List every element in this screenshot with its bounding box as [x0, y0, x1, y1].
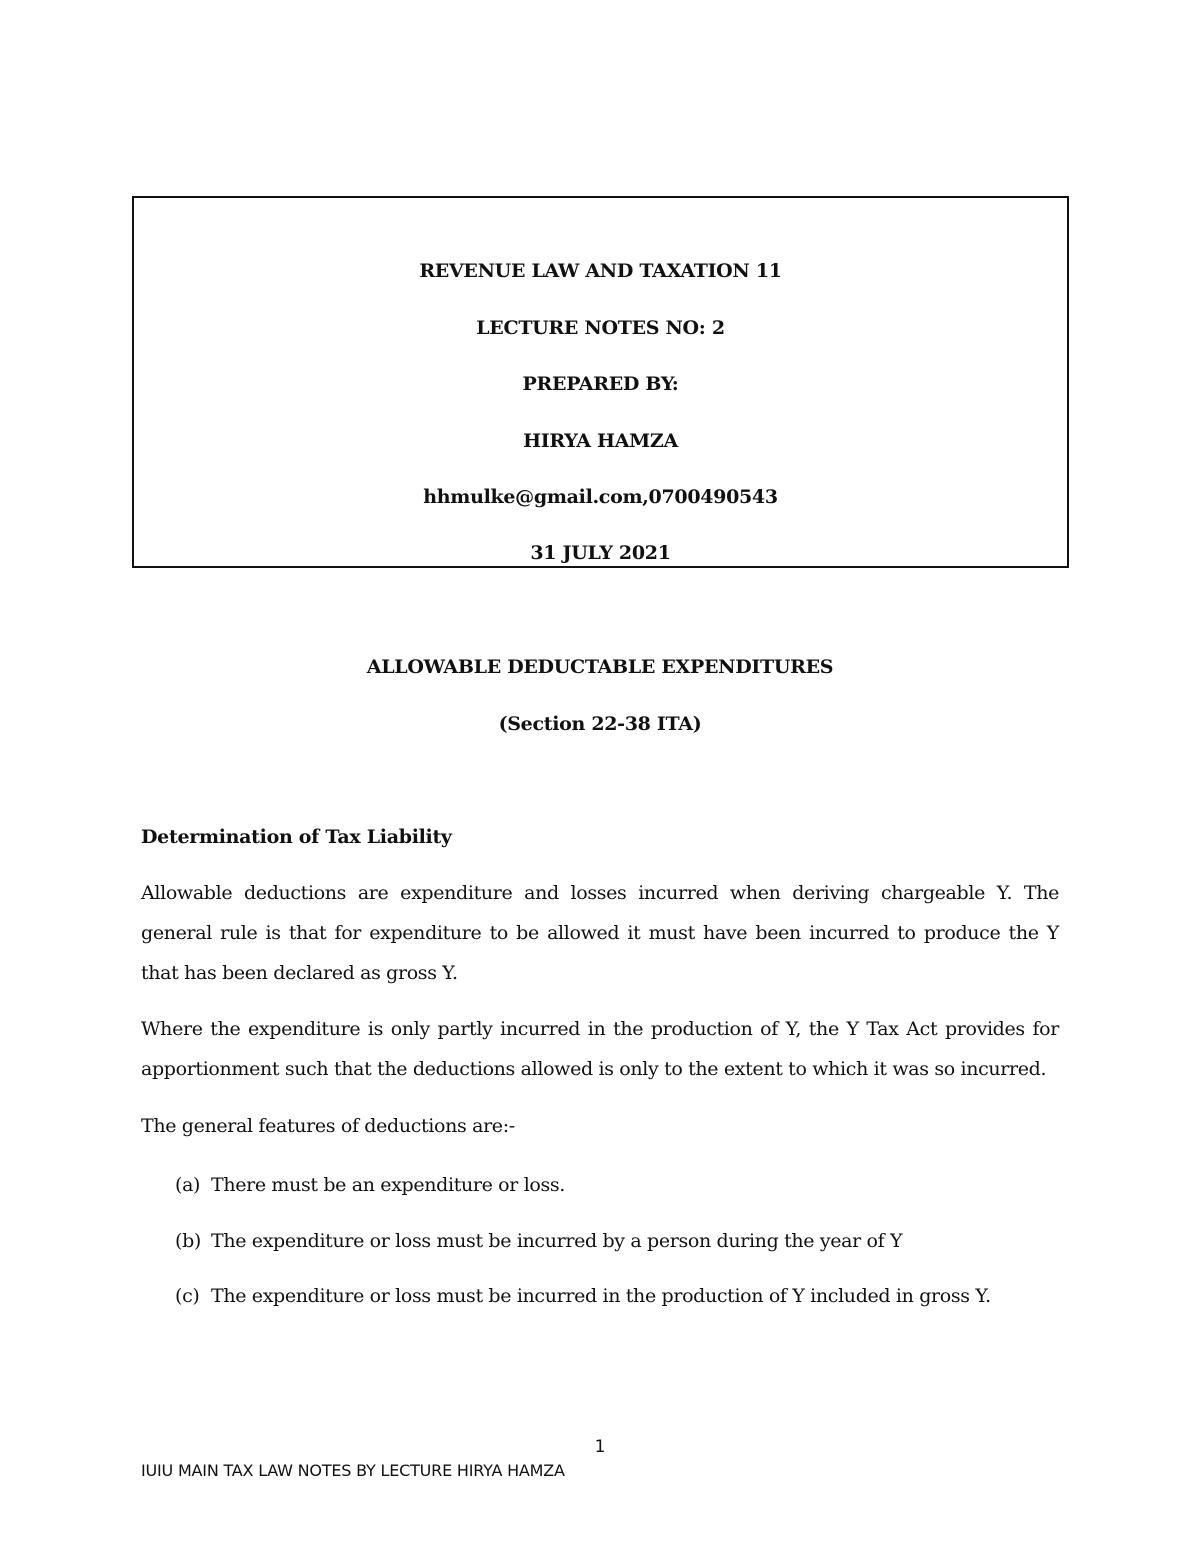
list-text: The expenditure or loss must be incurred in the production of Y included in gross Y.: [211, 1285, 991, 1307]
author-contact: hhmulke@gmail.com,0700490543: [423, 486, 778, 508]
list-text: There must be an expenditure or loss.: [211, 1174, 565, 1196]
page-number: 1: [594, 1437, 606, 1457]
list-marker: (c): [175, 1285, 200, 1307]
paragraph-3: The general features of deductions are:-: [141, 1115, 515, 1137]
lecture-date: 31 JULY 2021: [530, 542, 671, 564]
page-footer: IUIU MAIN TAX LAW NOTES BY LECTURE HIRYA HAMZA: [141, 1461, 565, 1480]
list-marker: (a): [175, 1174, 201, 1196]
list-marker: (b): [175, 1230, 201, 1252]
lecture-number: LECTURE NOTES NO: 2: [476, 317, 725, 339]
paragraph-2: Where the expenditure is only partly incurred in the production of Y, the Y Tax Act provides for apportionment such that the deductions allowed is only to the extent to which it was so incurred.: [141, 1018, 1059, 1080]
list-item-b: [175, 1230, 902, 1252]
section-heading: Determination of Tax Liability: [141, 826, 452, 848]
paragraph-1: Allowable deductions are expenditure and losses incurred when deriving chargeable Y. The general rule is that for expenditure to be allowed it must have been incurred to produce the Y that has been declared as gross Y.: [141, 882, 1059, 984]
course-title: REVENUE LAW AND TAXATION 11: [419, 260, 782, 282]
list-text: The expenditure or loss must be incurred by a person during the year of Y: [211, 1230, 903, 1252]
list-item-a: [175, 1174, 565, 1196]
main-heading: ALLOWABLE DEDUCTABLE EXPENDITURES: [366, 656, 834, 678]
author-name: HIRYA HAMZA: [523, 430, 678, 452]
main-subheading: (Section 22-38 ITA): [498, 713, 702, 735]
prepared-by-label: PREPARED BY:: [522, 373, 679, 395]
list-item-c: [175, 1285, 991, 1307]
title-box: [132, 196, 1069, 568]
